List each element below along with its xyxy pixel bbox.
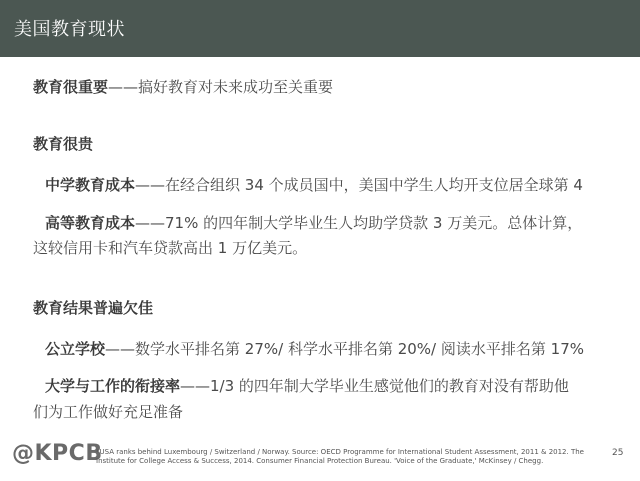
item-label: 大学与工作的衔接率 xyxy=(45,377,181,395)
item-text-continuation: 们为工作做好充足准备 xyxy=(33,403,184,421)
item-text: ——1/3 的四年制大学毕业生感觉他们的教育对没有帮助他 xyxy=(180,377,569,395)
item-text: ——数学水平排名第 27%/ 科学水平排名第 20%/ 阅读水平排名第 17% xyxy=(105,340,584,358)
public-school-item xyxy=(45,338,584,360)
section-results-heading xyxy=(33,297,153,319)
item-label: 公立学校 xyxy=(45,340,106,358)
page-title: 美国教育现状 xyxy=(14,19,125,40)
college-work-continuation xyxy=(33,401,183,423)
section-text: ——搞好教育对未来成功至关重要 xyxy=(108,78,334,96)
secondary-cost-item xyxy=(45,174,583,196)
section-heading: 教育很重要 xyxy=(33,78,109,96)
section-cost-heading xyxy=(33,133,93,155)
item-label: 高等教育成本 xyxy=(45,214,136,232)
section-heading: 教育结果普遍欠佳 xyxy=(33,299,154,317)
item-text: ——在经合组织 34 个成员国中，美国中学生人均开支位居全球第 4 xyxy=(135,176,583,194)
header-bar xyxy=(0,0,640,57)
item-text-continuation: 这较信用卡和汽车贷款高出 1 万亿美元。 xyxy=(33,239,308,257)
item-label: 中学教育成本 xyxy=(45,176,136,194)
college-work-item xyxy=(45,375,569,397)
footnote: *USA ranks behind Luxembourg / Switzerland / Norway. Source: OECD Programme for International Student Assessment, 2011 & 2012. The Institute for College Access & Success, 2014. Consumer Financial Protection Bureau. 'Voice of the Graduate,' McKinsey / Chegg. xyxy=(96,448,584,465)
section-importance xyxy=(33,76,333,98)
kpcb-logo: @KPCB xyxy=(12,441,103,466)
higher-ed-cost-continuation xyxy=(33,237,307,259)
page-number: 25 xyxy=(612,448,624,458)
item-text: ——71% 的四年制大学毕业生人均助学贷款 3 万美元。总体计算， xyxy=(135,214,583,232)
higher-ed-cost-item xyxy=(45,212,582,234)
section-heading: 教育很贵 xyxy=(33,135,94,153)
